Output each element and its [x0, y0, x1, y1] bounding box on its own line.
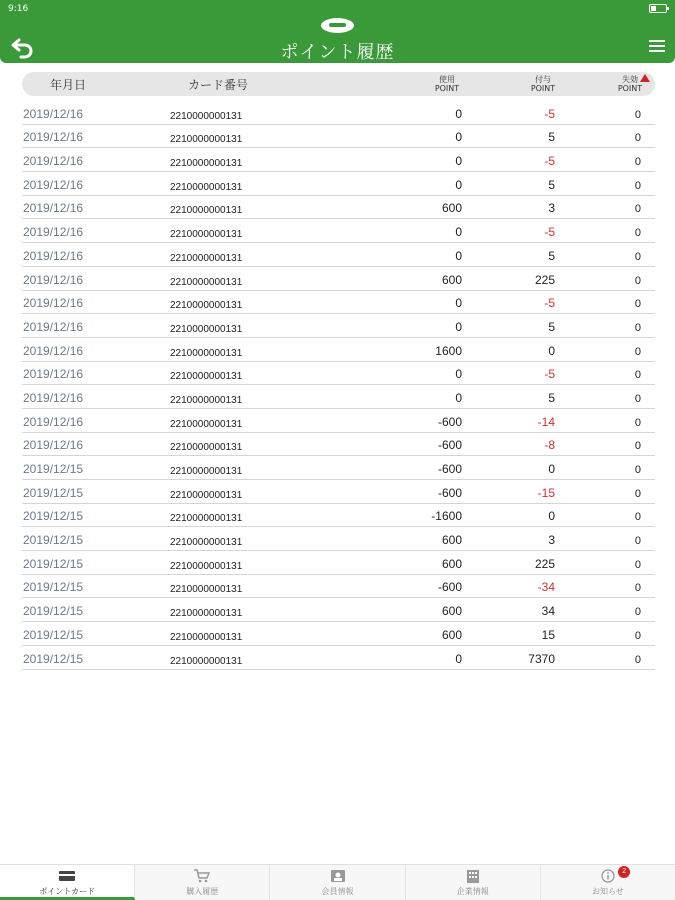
row-date: 2019/12/16: [23, 438, 84, 453]
row-expired-points: 0: [634, 582, 641, 595]
row-date: 2019/12/16: [23, 225, 84, 240]
row-date: 2019/12/15: [23, 651, 84, 666]
bottom-tab-bar: [0, 864, 675, 900]
card-icon: [58, 869, 76, 883]
row-given-points: 5: [548, 390, 555, 405]
row-used-points: 0: [455, 248, 462, 263]
status-time: 9:16: [8, 4, 29, 14]
table-header: [22, 72, 655, 96]
row-given-points: 225: [534, 272, 555, 287]
row-card-number: 2210000000131: [170, 229, 243, 241]
row-used-points: -600: [437, 580, 462, 595]
row-expired-points: 0: [634, 369, 641, 382]
row-given-points: 3: [548, 533, 555, 548]
row-given-points: 7370: [528, 651, 555, 666]
row-expired-points: 0: [634, 156, 641, 169]
battery-icon: [649, 4, 667, 13]
row-expired-points: 0: [634, 629, 641, 642]
row-used-points: 600: [441, 627, 462, 642]
row-date: 2019/12/16: [23, 390, 84, 405]
row-used-points: 0: [455, 651, 462, 666]
table-row: [22, 314, 655, 338]
row-card-number: 2210000000131: [170, 608, 243, 620]
row-expired-points: 0: [634, 653, 641, 666]
table-row: [22, 527, 655, 551]
row-card-number: 2210000000131: [170, 347, 243, 359]
tab-label: ポイントカード: [39, 887, 95, 896]
row-used-points: 600: [441, 201, 462, 216]
row-given-points: -5: [544, 225, 555, 240]
row-card-number: 2210000000131: [170, 584, 243, 596]
row-given-points: 5: [548, 130, 555, 145]
row-given-points: 225: [534, 556, 555, 571]
tab-member[interactable]: [270, 865, 405, 900]
row-card-number: 2210000000131: [170, 371, 243, 383]
row-date: 2019/12/15: [23, 509, 84, 524]
table-row: [22, 172, 655, 196]
row-given-points: 34: [541, 604, 555, 619]
row-given-points: 15: [541, 627, 555, 642]
row-expired-points: 0: [634, 321, 641, 334]
row-expired-points: 0: [634, 132, 641, 145]
row-date: 2019/12/16: [23, 343, 84, 358]
row-card-number: 2210000000131: [170, 205, 243, 217]
row-used-points: -600: [437, 414, 462, 429]
tab-label: 会員情報: [321, 887, 354, 896]
tab-label: 購入履歴: [186, 887, 219, 896]
table-row: [22, 243, 655, 267]
row-expired-points: 0: [634, 440, 641, 453]
row-date: 2019/12/16: [23, 106, 84, 121]
row-given-points: 5: [548, 177, 555, 192]
row-given-points: 5: [548, 248, 555, 263]
row-expired-points: 0: [634, 274, 641, 287]
table-row: [22, 598, 655, 622]
header-used-points: 使用 POINT: [434, 75, 460, 93]
row-used-points: -600: [437, 438, 462, 453]
table-row: [22, 646, 655, 670]
row-expired-points: 0: [634, 108, 641, 121]
header-given-points: 付与 POINT: [530, 75, 556, 93]
row-expired-points: 0: [634, 392, 641, 405]
row-given-points: -5: [544, 367, 555, 382]
row-card-number: 2210000000131: [170, 560, 243, 572]
row-expired-points: 0: [634, 345, 641, 358]
table-row: [22, 622, 655, 646]
row-given-points: -14: [537, 414, 555, 429]
page-title: ポイント履歴: [280, 42, 395, 63]
row-expired-points: 0: [634, 203, 641, 216]
row-card-number: 2210000000131: [170, 631, 243, 643]
brand-logo: [321, 18, 354, 33]
row-used-points: -600: [437, 462, 462, 476]
table-row: [22, 362, 655, 386]
row-date: 2019/12/15: [23, 604, 84, 619]
notification-badge: 2: [618, 866, 630, 878]
row-given-points: -8: [544, 438, 555, 453]
table-row: [22, 196, 655, 220]
tab-label: お知らせ: [592, 887, 624, 896]
row-used-points: -600: [437, 485, 462, 500]
header-date: 年月日: [50, 77, 87, 92]
row-date: 2019/12/15: [23, 485, 84, 500]
table-row: [22, 125, 655, 149]
tab-cart[interactable]: [135, 865, 270, 900]
table-row: [22, 219, 655, 243]
table-row: [22, 385, 655, 409]
row-card-number: 2210000000131: [170, 276, 243, 288]
row-date: 2019/12/16: [23, 154, 84, 169]
tab-info[interactable]: [541, 865, 675, 900]
points-history-list: [22, 101, 655, 670]
row-date: 2019/12/16: [23, 130, 84, 145]
row-given-points: 3: [548, 201, 555, 216]
row-given-points: -34: [537, 580, 555, 595]
app-header: [0, 0, 675, 63]
row-date: 2019/12/16: [23, 296, 84, 311]
row-expired-points: 0: [634, 487, 641, 500]
info-icon: [599, 869, 617, 883]
row-expired-points: 0: [634, 298, 641, 311]
header-expired-points: 失効 POINT: [612, 72, 648, 96]
table-row: [22, 504, 655, 528]
building-icon: [464, 869, 482, 883]
row-expired-points: 0: [634, 416, 641, 429]
table-row: [22, 575, 655, 599]
tab-card[interactable]: [0, 865, 135, 900]
row-expired-points: 0: [634, 606, 641, 619]
row-given-points: -5: [544, 296, 555, 311]
table-row: [22, 480, 655, 504]
table-row: [22, 148, 655, 172]
row-given-points: 0: [548, 509, 555, 524]
row-date: 2019/12/16: [23, 367, 84, 382]
row-date: 2019/12/15: [23, 556, 84, 571]
row-expired-points: 0: [634, 558, 641, 571]
table-row: [22, 338, 655, 362]
row-used-points: 600: [441, 604, 462, 619]
table-row: [22, 291, 655, 315]
row-card-number: 2210000000131: [170, 537, 243, 549]
warning-icon: [640, 74, 650, 82]
row-date: 2019/12/16: [23, 177, 84, 192]
tab-label: 企業情報: [456, 887, 489, 896]
member-icon: [329, 869, 347, 883]
row-expired-points: 0: [634, 535, 641, 548]
row-date: 2019/12/15: [23, 533, 84, 548]
row-card-number: 2210000000131: [170, 158, 243, 170]
hamburger-menu-icon[interactable]: [649, 40, 665, 54]
row-card-number: 2210000000131: [170, 513, 243, 525]
row-used-points: 600: [441, 272, 462, 287]
row-given-points: -5: [544, 154, 555, 169]
row-date: 2019/12/16: [23, 272, 84, 287]
row-date: 2019/12/16: [23, 248, 84, 263]
row-card-number: 2210000000131: [170, 466, 243, 477]
row-date: 2019/12/16: [23, 319, 84, 334]
row-used-points: 0: [455, 367, 462, 382]
row-card-number: 2210000000131: [170, 110, 243, 122]
row-used-points: 0: [455, 296, 462, 311]
row-card-number: 2210000000131: [170, 418, 243, 430]
row-expired-points: 0: [634, 511, 641, 524]
row-given-points: 0: [548, 343, 555, 358]
row-expired-points: 0: [634, 464, 641, 476]
row-used-points: 0: [455, 106, 462, 121]
header-card-number: カード番号: [188, 77, 249, 92]
table-row: [22, 101, 655, 125]
table-row: [22, 551, 655, 575]
row-expired-points: 0: [634, 250, 641, 263]
row-used-points: 0: [455, 154, 462, 169]
table-row: [22, 267, 655, 291]
row-card-number: 2210000000131: [170, 181, 243, 193]
row-card-number: 2210000000131: [170, 252, 243, 264]
table-row: [22, 433, 655, 457]
row-expired-points: 0: [634, 227, 641, 240]
row-card-number: 2210000000131: [170, 134, 243, 146]
row-used-points: 0: [455, 177, 462, 192]
row-card-number: 2210000000131: [170, 655, 243, 667]
table-row: [22, 409, 655, 433]
row-given-points: -15: [537, 485, 555, 500]
cart-icon: [193, 869, 211, 883]
row-used-points: -1600: [431, 509, 462, 524]
row-card-number: 2210000000131: [170, 394, 243, 406]
row-used-points: 0: [455, 225, 462, 240]
row-card-number: 2210000000131: [170, 300, 243, 312]
table-row: [22, 456, 655, 480]
tab-building[interactable]: [406, 865, 541, 900]
row-given-points: 5: [548, 319, 555, 334]
row-date: 2019/12/15: [23, 462, 84, 476]
row-used-points: 600: [441, 533, 462, 548]
row-card-number: 2210000000131: [170, 489, 243, 501]
row-used-points: 1600: [435, 343, 462, 358]
row-used-points: 0: [455, 319, 462, 334]
row-expired-points: 0: [634, 179, 641, 192]
row-given-points: -5: [544, 106, 555, 121]
row-date: 2019/12/15: [23, 580, 84, 595]
row-card-number: 2210000000131: [170, 323, 243, 335]
row-used-points: 0: [455, 390, 462, 405]
row-date: 2019/12/16: [23, 414, 84, 429]
row-date: 2019/12/15: [23, 627, 84, 642]
row-card-number: 2210000000131: [170, 442, 243, 454]
row-used-points: 0: [455, 130, 462, 145]
row-used-points: 600: [441, 556, 462, 571]
row-given-points: 0: [548, 462, 555, 476]
row-date: 2019/12/16: [23, 201, 84, 216]
